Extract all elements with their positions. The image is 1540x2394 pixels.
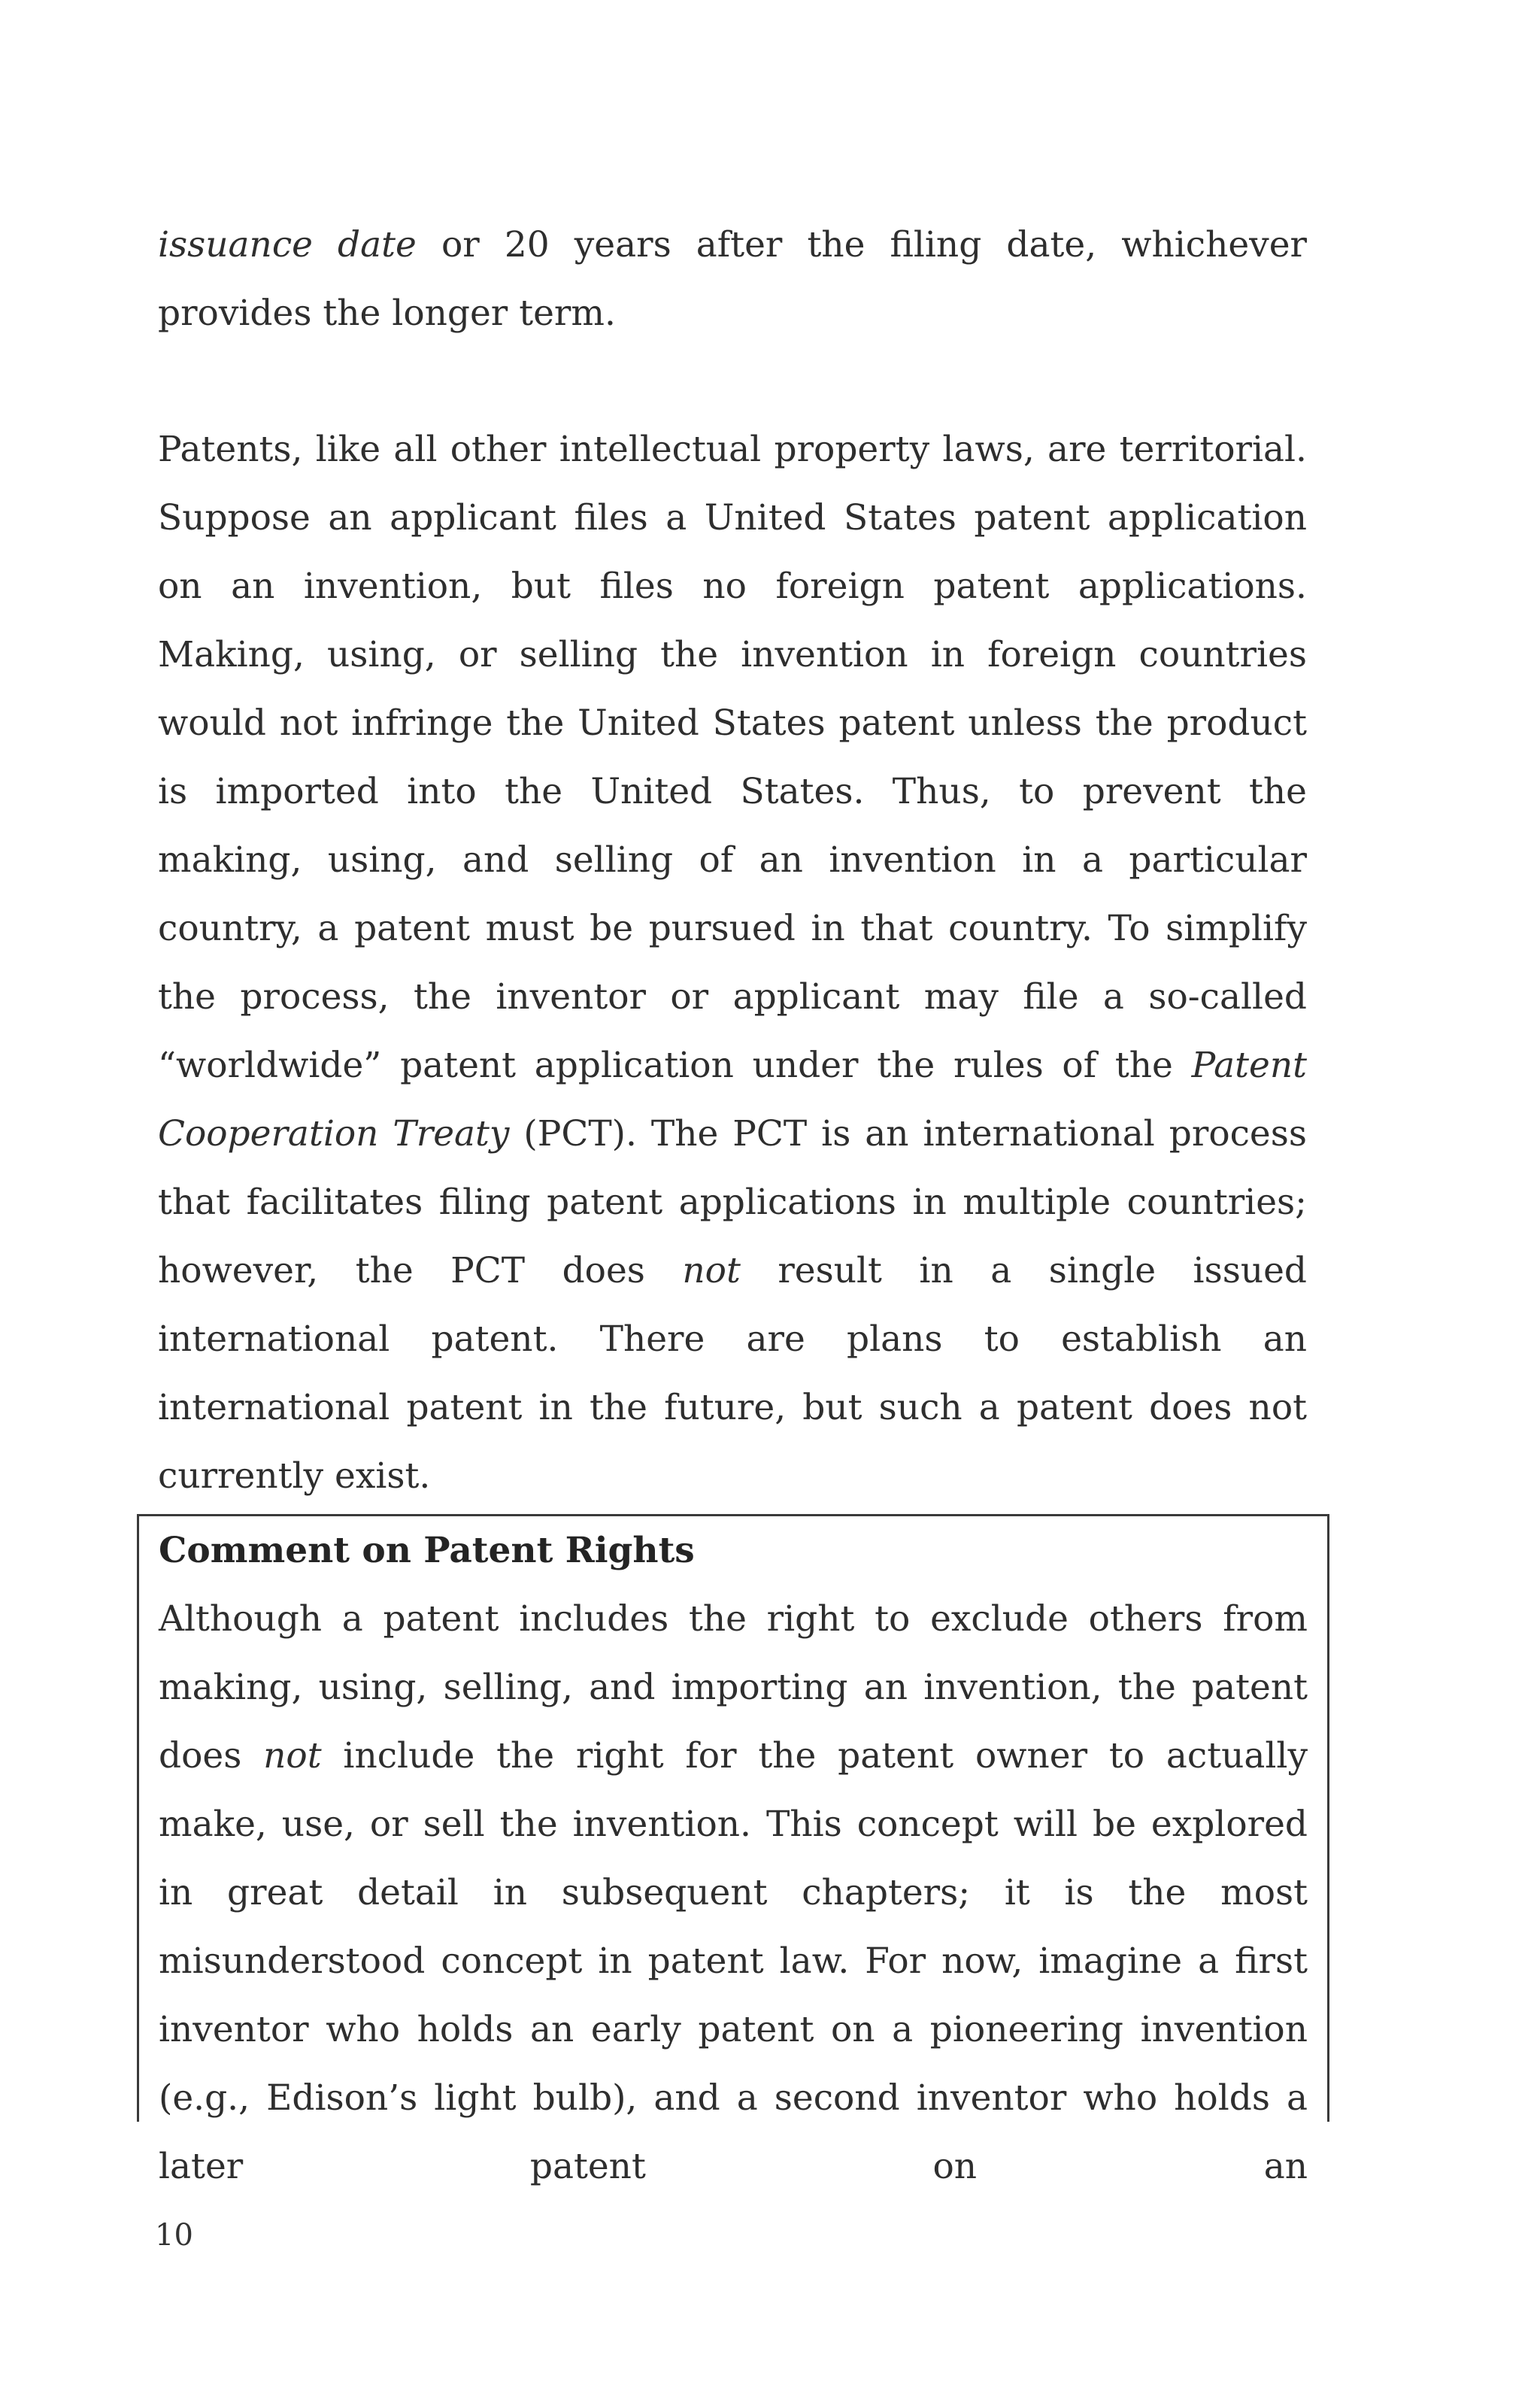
comment-content [159, 1516, 1308, 2269]
comment-text-run: Although a patent includes the right to exclude others from making, using, selling, and importing an invention, the patent does [159, 1598, 1308, 1777]
page-number: 10 [155, 2218, 193, 2253]
emphasis-not: not [263, 1735, 322, 1777]
comment-title: Comment on Patent Rights [159, 1530, 695, 1571]
emphasis-not: not [682, 1250, 741, 1291]
paragraph-text [158, 211, 1307, 347]
comment-text-run: include the right for the patent owner to actually make, use, or sell the invention. This concept will be explored in great detail in subsequent chapters; it is the most misunderstood concept in patent law. For now, imagine a first inventor who holds an early patent on a pioneering invention (e.g., Edison’s light bulb), and a second inventor who holds a later patent on an [159, 1735, 1308, 2187]
emphasis-issuance-date: issuance date [158, 224, 417, 265]
comment-box [137, 1514, 1329, 2187]
paragraph-text-run: result in a single issued international patent. There are plans to establish an international patent in the future, but such a patent does not currently exist. [158, 1250, 1307, 1497]
paragraph-territorial [158, 415, 1307, 1510]
paragraph-text-run: (PCT). The PCT is an international process that facilitates filing patent applications in multiple countries; however, the PCT does [158, 1113, 1307, 1291]
paragraph-text [158, 415, 1307, 1510]
paragraph-text-run: or 20 years after the filing date, whichever provides the longer term. [158, 224, 1307, 334]
emphasis-pct: Patent Cooperation Treaty [158, 1045, 1307, 1155]
comment-text [159, 1585, 1308, 2269]
paragraph-text-run: Patents, like all other intellectual property laws, are territorial. Suppose an applicant files a United States patent application on an invention, but files no foreign patent applications. Making, using, or selling the invention in foreign countries would not infringe the United States patent unless the product is imported into the United States. Thus, to prevent the making, using, and selling of an invention in a particular country, a patent must be pursued in that country. To simplify the process, the inventor or applicant may file a so-called “worldwide” patent application under the rules of the [158, 429, 1307, 1086]
paragraph-continuation [158, 211, 1307, 347]
